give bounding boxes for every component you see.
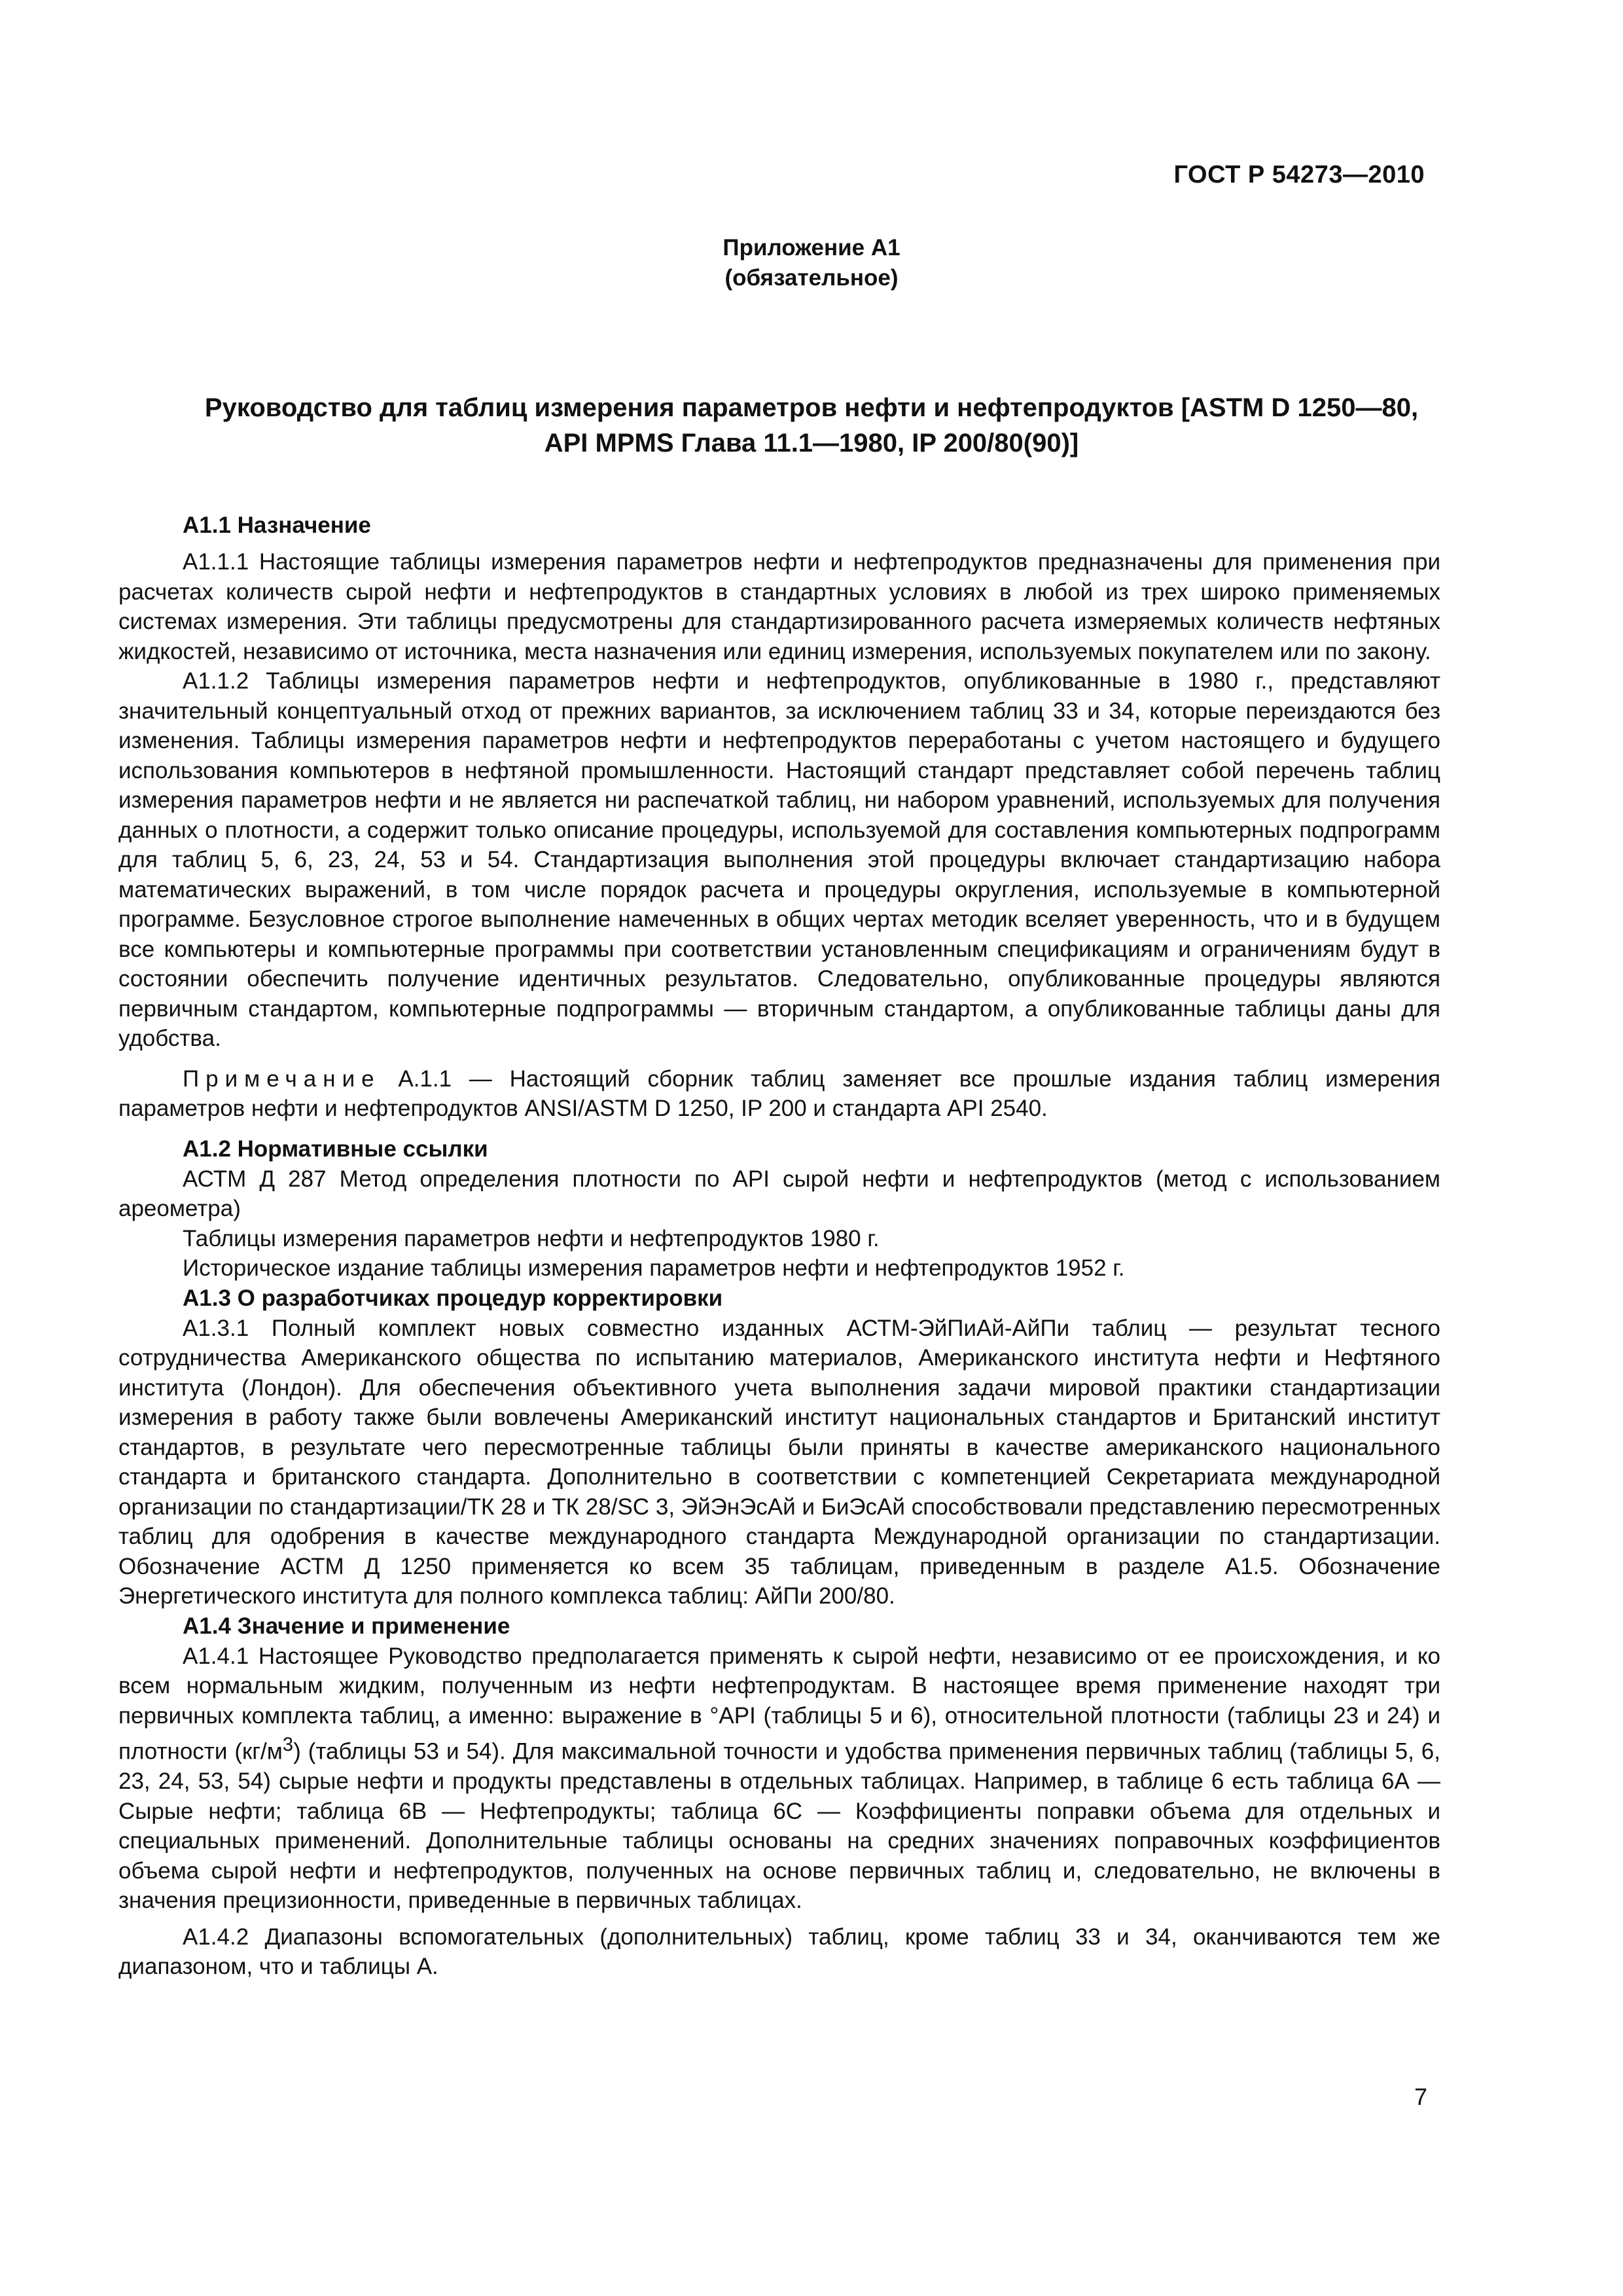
note-a1-1 <box>118 1064 1440 1124</box>
appendix-heading <box>0 233 1623 293</box>
reference-tables-1952: Историческое издание таблицы измерения параметров нефти и нефтепродуктов 1952 г. <box>183 1255 1125 1281</box>
superscript-cubed: 3 <box>282 1734 294 1755</box>
page-number: 7 <box>1414 2083 1427 2110</box>
main-title-line-1: Руководство для таблиц измерения параметров нефти и нефтепродуктов [ASTM D 1250—80, <box>204 393 1419 422</box>
section-heading-a1-4: А1.4 Значение и применение <box>183 1613 510 1639</box>
section-heading-a1-1: А1.1 Назначение <box>183 512 371 538</box>
appendix-status: (обязательное) <box>724 265 899 291</box>
note-text: А.1.1 — Настоящий сборник таблиц заменяет все прошлые издания таблиц измерения параметров нефти и нефтепродуктов ANSI/ASTM D 1250, IP 200 и стандарта API 2540. <box>118 1066 1440 1121</box>
paragraph-a1-3-1: А1.3.1 Полный комплект новых совместно изданных АСТМ-ЭйПиАй-АйПи таблиц — результат тесного сотрудничества Американского общества по испытанию материалов, Американского института нефти и Нефтяного института (Лондон). Для обеспечения объективного учета выполнения задачи мировой практики стандартизации измерения в работу также были вовлечены Американский институт национальных стандартов и Британский институт стандартов, в результате чего пересмотренные таблицы были приняты в качестве американского национального стандарта и британского стандарта. Дополнительно в соответствии с компетенцией Секретариата международной организации по стандартизации/ТК 28 и ТК 28/SC 3, ЭйЭнЭсАй и БиЭсАй способствовали представлению пересмотренных таблиц для одобрения в качестве международного стандарта Международной организации по стандартизации. Обозначение АСТМ Д 1250 применяется ко всем 35 таблицам, приведенным в разделе А1.5. Обозначение Энергетического института для полного комплекса таблиц: АйПи 200/80. <box>118 1315 1440 1609</box>
paragraph-a1-4-1 <box>118 1641 1440 1916</box>
paragraph-a1-4-1-part-2: ) (таблицы 53 и 54). Для максимальной точности и удобства применения первичных таблиц (таблицы 5, 6, 23, 24, 53, 54) сырые нефти и продукты представлены в отдельных таблицах. Например, в таблице 6 есть таблица 6А — Сырые нефти; таблица 6В — Нефтепродукты; таблица 6С — Коэффициенты поправки объема для отдельных и специальных применений. Дополнительные таблицы основаны на средних значениях поправочных коэффициентов объема сырой нефти и нефтепродуктов, полученных на основе первичных таблиц и, следовательно, не включены в значения прецизионности, приведенные в первичных таблицах. <box>118 1738 1440 1914</box>
section-heading-a1-2: А1.2 Нормативные ссылки <box>183 1136 488 1162</box>
section-heading-a1-3: А1.3 О разработчиках процедур корректировки <box>183 1285 723 1311</box>
note-label: Примечание <box>183 1066 381 1092</box>
reference-tables-1980: Таблицы измерения параметров нефти и нефтепродуктов 1980 г. <box>183 1225 880 1251</box>
main-title-line-2: API MPMS Глава 11.1—1980, IP 200/80(90)] <box>544 429 1079 457</box>
paragraph-a1-4-2: А1.4.2 Диапазоны вспомогательных (дополнительных) таблиц, кроме таблиц 33 и 34, оканчиваются тем же диапазоном, что и таблицы А. <box>118 1924 1440 1980</box>
document-id: ГОСТ Р 54273—2010 <box>1173 161 1425 188</box>
reference-astm-d287: АСТМ Д 287 Метод определения плотности по API сырой нефти и нефтепродуктов (метод с использованием ареометра) <box>118 1166 1440 1221</box>
main-title <box>131 390 1492 461</box>
document-body <box>118 511 1440 1982</box>
appendix-label: Приложение А1 <box>722 235 901 260</box>
paragraph-a1-1-2: А1.1.2 Таблицы измерения параметров нефти и нефтепродуктов, опубликованные в 1980 г., представляют значительный концептуальный отход от прежних вариантов, за исключением таблиц 33 и 34, которые переиздаются без изменения. Таблицы измерения параметров нефти и нефтепродуктов переработаны с учетом настоящего и будущего использования компьютеров в нефтяной промышленности. Настоящий стандарт представляет собой перечень таблиц измерения параметров нефти и не является ни распечаткой таблиц, ни набором уравнений, используемых для получения данных о плотности, а содержит только описание процедуры, используемой для составления компьютерных подпрограмм для таблиц 5, 6, 23, 24, 53 и 54. Стандартизация выполнения этой процедуры включает стандартизацию набора математических выражений, в том числе порядок расчета и процедуры округления, используемые в компьютерной программе. Безусловное строгое выполнение намеченных в общих чертах методик вселяет уверенность, что и в будущем все компьютеры и компьютерные программы при соответствии установленным спецификациям и ограничениям будут в состоянии обеспечить получение идентичных результатов. Следовательно, опубликованные процедуры являются первичным стандартом, компьютерные подпрограммы — вторичным стандартом, а опубликованные таблицы даны для удобства. <box>118 668 1440 1051</box>
paragraph-a1-4-1-part-1: А1.4.1 Настоящее Руководство предполагается применять к сырой нефти, независимо от ее происхождения, и ко всем нормальным жидким, полученным из нефти нефтепродуктам. В настоящее время применение находят три первичных комплекта таблиц, а именно: выражение в °API (таблицы 5 и 6), относительной плотности (таблицы 23 и 24) и плотности (кг/м <box>118 1643 1440 1765</box>
paragraph-a1-1-1: А1.1.1 Настоящие таблицы измерения параметров нефти и нефтепродуктов предназначены для применения при расчетах количеств сырой нефти и нефтепродуктов в стандартных условиях в любой из трех широко применяемых системах измерения. Эти таблицы предусмотрены для стандартизированного расчета измеряемых количеств нефтяных жидкостей, независимо от источника, места назначения или единиц измерения, используемых покупателем или по закону. <box>118 549 1440 664</box>
